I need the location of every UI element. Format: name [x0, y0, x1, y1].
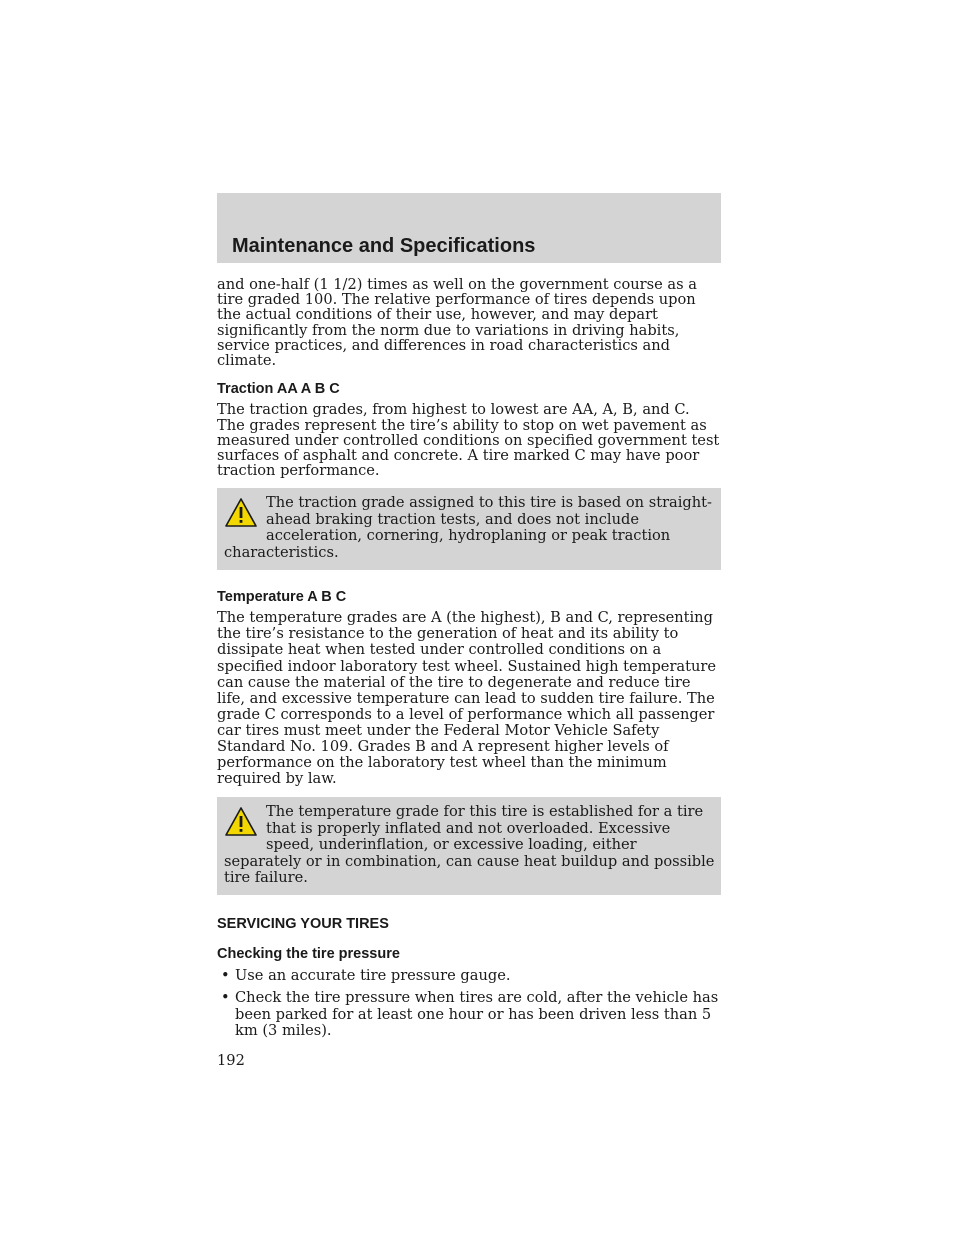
- traction-warning-box: [217, 488, 721, 570]
- traction-heading: Traction AA A B C: [217, 381, 340, 398]
- temperature-heading: Temperature A B C: [217, 589, 347, 606]
- checking-pressure-heading: Checking the tire pressure: [217, 945, 400, 962]
- intro-paragraph: and one-half (1 1/2) times as well on the government course as a tire graded 100. The relative performance of tires depends upon the actual conditions of their use, however, and may depart significantly from the norm due to variations in driving habits, service practices, and differences in road characteristics and climate.: [217, 276, 697, 370]
- temperature-paragraph: The temperature grades are A (the highest), B and C, representing the tire’s resistance to the generation of heat and its ability to dissipate heat when tested under controlled conditions on a specified indoor laboratory test wheel. Sustained high temperature can cause the material of the tire to degenerate and reduce tire life, and excessive temperature can lead to sudden tire failure. The grade C corresponds to a level of performance which all passenger car tires must meet under the Federal Motor Vehicle Safety Standard No. 109. Grades B and A represent higher levels of performance on the laboratory test wheel than the minimum required by law.: [217, 609, 716, 788]
- servicing-heading: SERVICING YOUR TIRES: [217, 916, 389, 933]
- temperature-warning-text: The temperature grade for this tire is established for a tire that is properly inflated and not overloaded. Excessive speed, underinflation, or excessive loading, either separately or in combination, can cause heat buildup and possible tire failure.: [224, 803, 715, 886]
- bullet-text: Use an accurate tire pressure gauge.: [235, 966, 511, 984]
- temperature-warning-box: [217, 797, 721, 895]
- warning-triangle-icon: [224, 497, 258, 529]
- bullet-icon: •: [221, 989, 230, 1007]
- page-number: 192: [217, 1052, 245, 1070]
- page-title: Maintenance and Specifications: [232, 235, 536, 257]
- traction-warning-text: The traction grade assigned to this tire is based on straight-ahead braking traction tests, and does not include acceleration, cornering, hydroplaning or peak traction characteristics.: [224, 494, 712, 561]
- traction-paragraph: The traction grades, from highest to lowest are AA, A, B, and C. The grades represent the tire’s ability to stop on wet pavement as measured under controlled conditions on specified government test surfaces of asphalt and concrete. A tire marked C may have poor traction performance.: [217, 401, 720, 480]
- bullet-text: Check the tire pressure when tires are cold, after the vehicle has been parked for at least one hour or has been driven less than 5 km (3 miles).: [235, 989, 719, 1039]
- section-header-band: [217, 193, 721, 263]
- warning-triangle-icon: [224, 806, 258, 838]
- page-content: [217, 277, 721, 1069]
- bullet-icon: •: [221, 966, 230, 984]
- list-item: [217, 990, 721, 1039]
- pressure-bullet-list: [217, 968, 721, 1040]
- list-item: [217, 968, 721, 984]
